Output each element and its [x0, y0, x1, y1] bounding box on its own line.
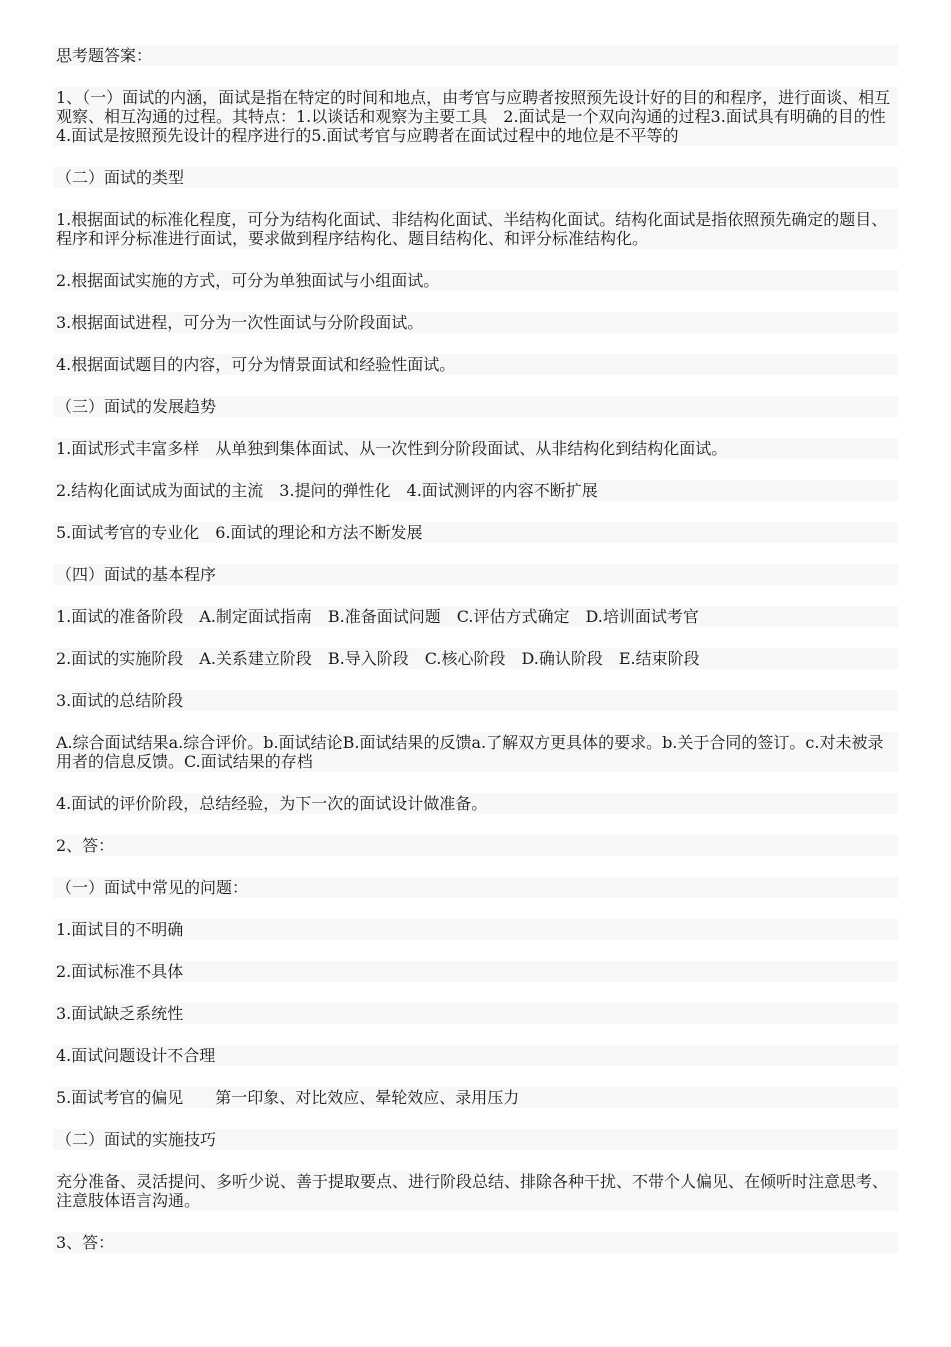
- list-item: 3.根据面试进程，可分为一次性面试与分阶段面试。: [53, 312, 898, 333]
- section-heading: （三）面试的发展趋势: [53, 396, 898, 417]
- section-heading: （四）面试的基本程序: [53, 564, 898, 585]
- list-item: A.综合面试结果a.综合评价。b.面试结论B.面试结果的反馈a.了解双方更具体的要求。b.关于合同的签订。c.对未被录用者的信息反馈。C.面试结果的存档: [53, 732, 898, 772]
- list-item: 1.面试形式丰富多样 从单独到集体面试、从一次性到分阶段面试、从非结构化到结构化面试。: [53, 438, 898, 459]
- list-item: 3.面试缺乏系统性: [53, 1003, 898, 1024]
- list-item: 4.根据面试题目的内容，可分为情景面试和经验性面试。: [53, 354, 898, 375]
- list-item: 5.面试考官的偏见 第一印象、对比效应、晕轮效应、录用压力: [53, 1087, 898, 1108]
- list-item: 2.结构化面试成为面试的主流 3.提问的弹性化 4.面试测评的内容不断扩展: [53, 480, 898, 501]
- list-item: 2.根据面试实施的方式，可分为单独面试与小组面试。: [53, 270, 898, 291]
- document-page: [53, 45, 902, 1274]
- section-heading: （一）面试中常见的问题：: [53, 877, 898, 898]
- section-heading: （二）面试的类型: [53, 167, 898, 188]
- list-item: 1.面试目的不明确: [53, 919, 898, 940]
- list-item: 2.面试标准不具体: [53, 961, 898, 982]
- list-item: 4.面试的评价阶段，总结经验，为下一次的面试设计做准备。: [53, 793, 898, 814]
- list-item: 3.面试的总结阶段: [53, 690, 898, 711]
- answer-1-intro: 1、（一）面试的内涵，面试是指在特定的时间和地点，由考官与应聘者按照预先设计好的目的和程序，进行面谈、相互观察、相互沟通的过程。其特点：1.以谈话和观察为主要工具 2.面试是一个双向沟通的过程3.面试具有明确的目的性 4.面试是按照预先设计的程序进行的5.面试考官与应聘者在面试过程中的地位是不平等的: [53, 87, 898, 146]
- doc-heading: 思考题答案：: [53, 45, 898, 66]
- section-heading: （二）面试的实施技巧: [53, 1129, 898, 1150]
- list-item: 充分准备、灵活提问、多听少说、善于提取要点、进行阶段总结、排除各种干扰、不带个人偏见、在倾听时注意思考、注意肢体语言沟通。: [53, 1171, 898, 1211]
- list-item: 2.面试的实施阶段 A.关系建立阶段 B.导入阶段 C.核心阶段 D.确认阶段 E.结束阶段: [53, 648, 898, 669]
- list-item: 1.根据面试的标准化程度，可分为结构化面试、非结构化面试、半结构化面试。结构化面试是指依照预先确定的题目、程序和评分标准进行面试，要求做到程序结构化、题目结构化、和评分标准结构化。: [53, 209, 898, 249]
- list-item: 5.面试考官的专业化 6.面试的理论和方法不断发展: [53, 522, 898, 543]
- answer-3-heading: 3、答：: [53, 1232, 898, 1253]
- list-item: 1.面试的准备阶段 A.制定面试指南 B.准备面试问题 C.评估方式确定 D.培训面试考官: [53, 606, 898, 627]
- answer-2-heading: 2、答：: [53, 835, 898, 856]
- list-item: 4.面试问题设计不合理: [53, 1045, 898, 1066]
